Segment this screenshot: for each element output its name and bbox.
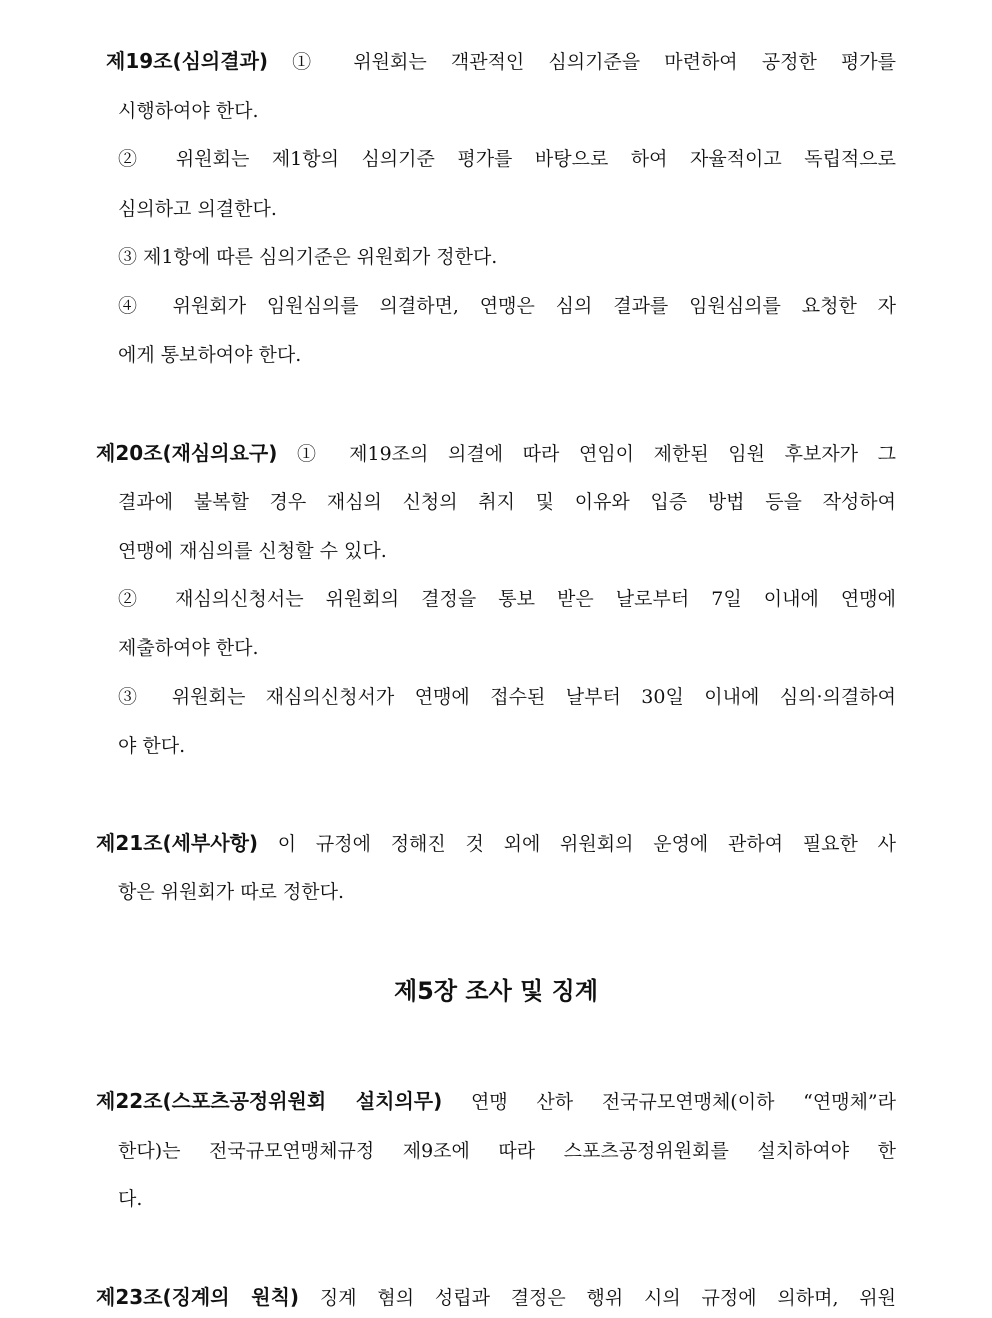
article-19-line-5: ③ 제1항에 따른 심의기준은 위원회가 정한다.	[118, 246, 498, 268]
article-19-line-7: 에게 통보하여야 한다.	[118, 344, 302, 366]
article-20-line-5: 제출하여야 한다.	[118, 637, 259, 659]
chapter-title: 제5장 조사 및 징계	[393, 977, 599, 1005]
article-22-line-1	[96, 1088, 896, 1115]
article-23-text-1: 징계 혐의 성립과 결정은 행위 시의 규정에 의하며, 위원	[299, 1287, 896, 1309]
article-23-line-1	[96, 1284, 896, 1311]
article-19-line-2: 시행하여야 한다.	[118, 100, 259, 122]
article-20-line-1	[96, 440, 896, 467]
article-19-text-1: ① 위원회는 객관적인 심의기준을 마련하여 공정한 평가를	[268, 51, 896, 73]
article-21-line-2: 항은 위원회가 따로 정한다.	[118, 881, 345, 903]
article-22-line-2: 한다)는 전국규모연맹체규정 제9조에 따라 스포츠공정위원회를 설치하여야 한	[118, 1140, 896, 1162]
article-23-heading: 제23조(징계의 원칙)	[96, 1285, 300, 1309]
article-20-heading: 제20조(재심의요구)	[96, 441, 278, 465]
article-20-line-3: 연맹에 재심의를 신청할 수 있다.	[118, 540, 387, 562]
article-22-text-1: 연맹 산하 전국규모연맹체(이하 “연맹체”라	[442, 1091, 896, 1113]
article-21-heading: 제21조(세부사항)	[96, 831, 259, 855]
article-19-line-3: ② 위원회는 제1항의 심의기준 평가를 바탕으로 하여 자율적이고 독립적으로	[118, 148, 896, 170]
article-20-line-7: 야 한다.	[118, 735, 186, 757]
article-19-heading: 제19조(심의결과)	[106, 49, 269, 73]
article-19-line-4: 심의하고 의결한다.	[118, 198, 277, 220]
article-22-heading: 제22조(스포츠공정위원회 설치의무)	[96, 1089, 443, 1113]
article-20-line-6: ③ 위원회는 재심의신청서가 연맹에 접수된 날부터 30일 이내에 심의·의결하여	[118, 686, 896, 708]
article-19-line-6: ④ 위원회가 임원심의를 의결하면, 연맹은 심의 결과를 임원심의를 요청한 자	[118, 295, 896, 317]
article-21-line-1	[96, 830, 896, 857]
article-21-text-1: 이 규정에 정해진 것 외에 위원회의 운영에 관하여 필요한 사	[258, 833, 896, 855]
article-20-line-4: ② 재심의신청서는 위원회의 결정을 통보 받은 날로부터 7일 이내에 연맹에	[118, 588, 896, 610]
article-20-text-1: ① 제19조의 의결에 따라 연임이 제한된 임원 후보자가 그	[277, 443, 896, 465]
article-20-line-2: 결과에 불복할 경우 재심의 신청의 취지 및 이유와 입증 방법 등을 작성하여	[118, 491, 896, 513]
article-19-line-1	[106, 48, 896, 75]
article-22-line-3: 다.	[118, 1188, 143, 1210]
